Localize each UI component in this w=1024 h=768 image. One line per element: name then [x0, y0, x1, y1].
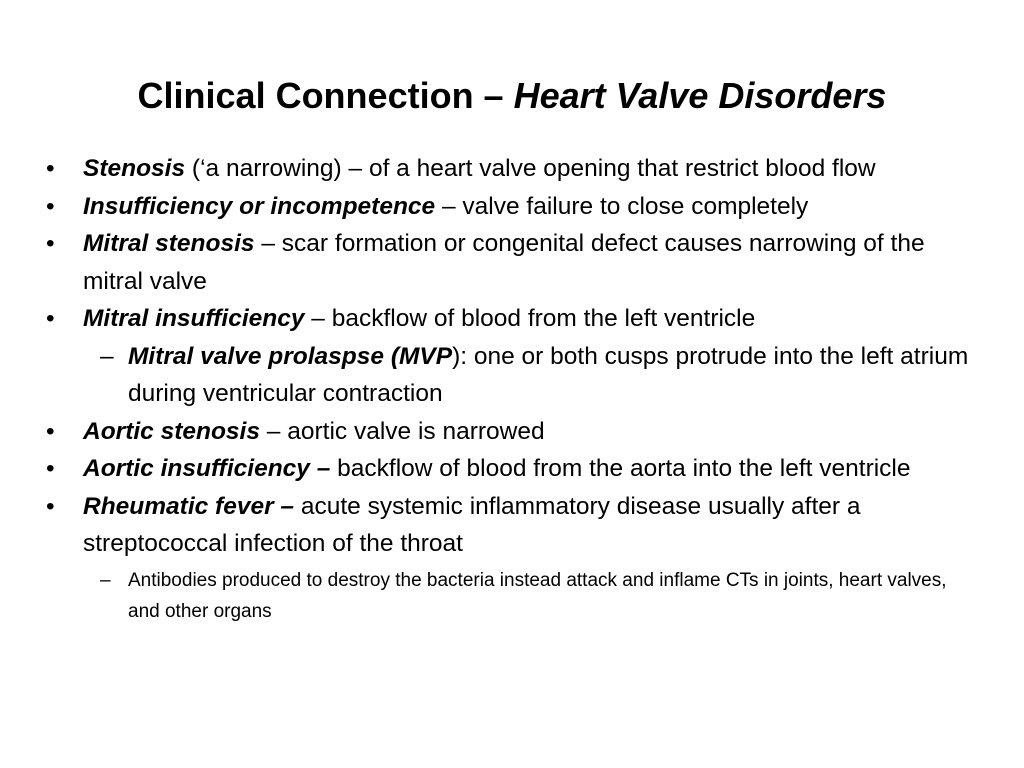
title-plain: Clinical Connection –	[137, 75, 514, 116]
item-text: (‘a narrowing) – of a heart valve opening that restrict blood flow	[185, 155, 876, 182]
list-item	[46, 188, 976, 226]
bullet-list	[46, 150, 976, 627]
item-term-suffix: )	[452, 342, 461, 370]
item-text: : one or both cusps protrude into the left atrium during ventricular contraction	[128, 342, 969, 407]
bullet-icon: •	[46, 305, 55, 332]
bullet-icon: •	[46, 455, 55, 482]
list-item	[46, 450, 976, 488]
list-item	[46, 413, 976, 451]
dash-icon: –	[100, 342, 114, 370]
item-term: Aortic insufficiency –	[83, 455, 331, 482]
item-term: Insufficiency or incompetence	[83, 192, 436, 220]
item-term: Mitral valve prolaspse (MVP	[128, 342, 453, 370]
item-text: – aortic valve is narrowed	[260, 417, 545, 445]
list-item	[46, 488, 976, 563]
sub-list-item	[46, 565, 976, 627]
item-text: – backflow of blood from the left ventricle	[304, 305, 756, 332]
title-emphasis: Heart Valve Disorders	[513, 75, 887, 116]
item-term: Rheumatic fever –	[83, 492, 295, 520]
item-text: backflow of blood from the aorta into the left ventricle	[330, 455, 911, 482]
dash-icon: –	[100, 569, 111, 591]
item-text: – valve failure to close completely	[435, 192, 809, 220]
bullet-icon: •	[46, 230, 55, 257]
list-item	[46, 150, 976, 188]
item-term: Stenosis	[83, 155, 186, 182]
item-term: Mitral insufficiency	[83, 305, 305, 332]
bullet-icon: •	[46, 155, 55, 182]
sub-list-item	[46, 338, 976, 413]
item-term: Mitral stenosis	[83, 230, 255, 257]
item-text: – scar formation or congenital defect causes narrowing of the mitral valve	[83, 230, 925, 295]
list-item	[46, 225, 976, 300]
slide-title	[40, 72, 984, 120]
item-term: Aortic stenosis	[83, 417, 260, 445]
item-text: acute systemic inflammatory disease usually after a streptococcal infection of the throat	[83, 492, 861, 557]
list-item	[46, 300, 976, 338]
bullet-icon: •	[46, 417, 55, 445]
bullet-icon: •	[46, 192, 55, 220]
bullet-icon: •	[46, 492, 55, 520]
item-text: Antibodies produced to destroy the bacteria instead attack and inflame CTs in joints, heart valves, and other organs	[128, 569, 947, 622]
